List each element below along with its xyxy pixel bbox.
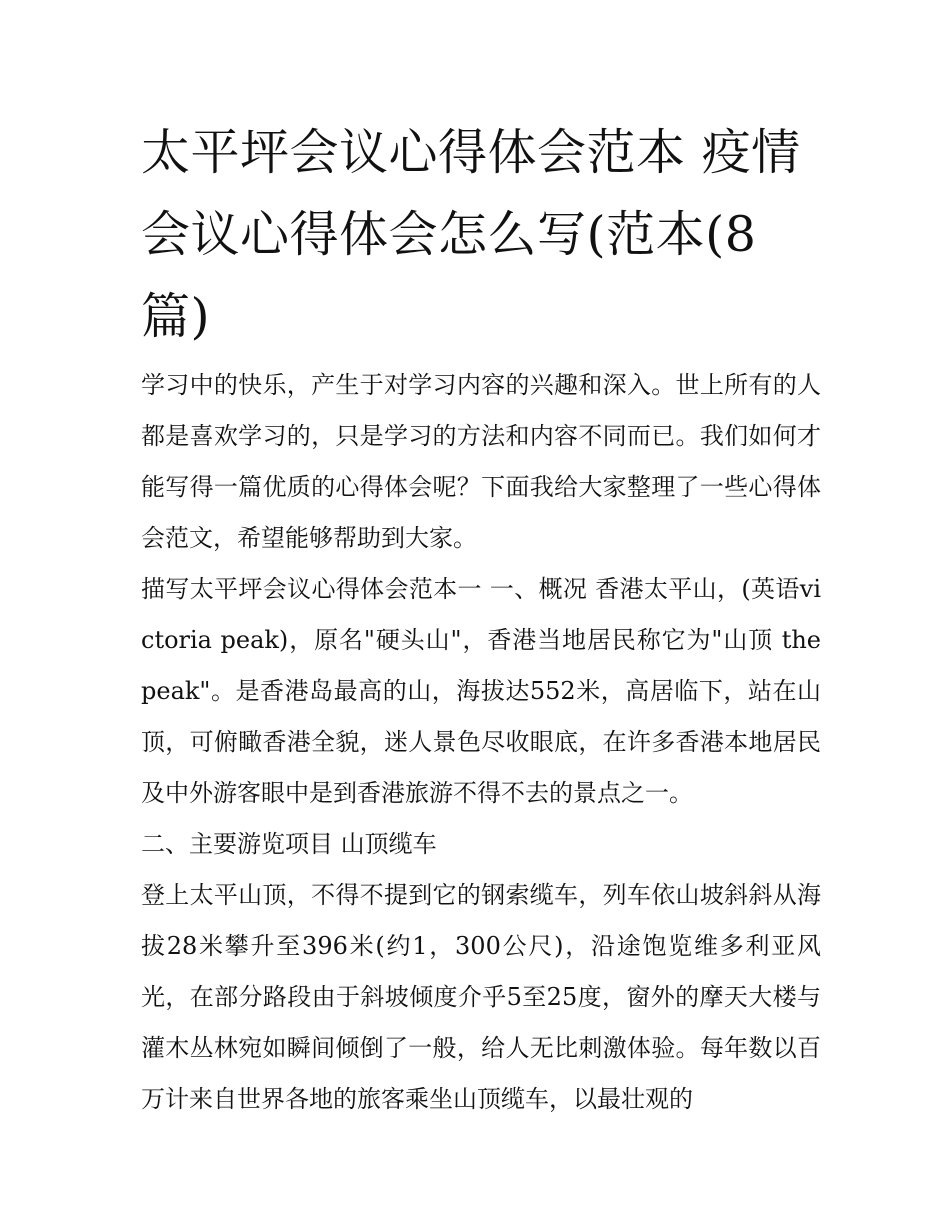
document-body (141, 112, 821, 1125)
document-title: 太平坪会议心得体会范本 疫情会议心得体会怎么写(范本(8篇) (141, 124, 801, 345)
cable-car-paragraph: 登上太平山顶，不得不提到它的钢索缆车，列车依山坡斜斜从海拔28米攀升至396米(约1，300公尺)，沿途饱览维多利亚风光，在部分路段由于斜坡倾度介乎5至25度，窗外的摩天大楼与灌木丛林宛如瞬间倾倒了一般，给人无比刺激体验。每年数以百万计来自世界各地的旅客乘坐山顶缆车，以最壮观的 (141, 881, 821, 1113)
overview-paragraph: 描写太平坪会议心得体会范本一 一、概况 香港太平山，(英语victoria peak)，原名"硬头山"，香港当地居民称它为"山顶 the peak"。是香港岛最高的山，海拔达552米，高居临下，站在山顶，可俯瞰香港全貌，迷人景色尽收眼底，在许多香港本地居民及中外游客眼中是到香港旅游不得不去的景点之一。 (141, 575, 821, 807)
section-heading-paragraph: 二、主要游览项目 山顶缆车 (141, 830, 437, 858)
intro-paragraph: 学习中的快乐，产生于对学习内容的兴趣和深入。世上所有的人都是喜欢学习的，只是学习的方法和内容不同而已。我们如何才能写得一篇优质的心得体会呢？下面我给大家整理了一些心得体会范文，希望能够帮助到大家。 (141, 371, 821, 552)
